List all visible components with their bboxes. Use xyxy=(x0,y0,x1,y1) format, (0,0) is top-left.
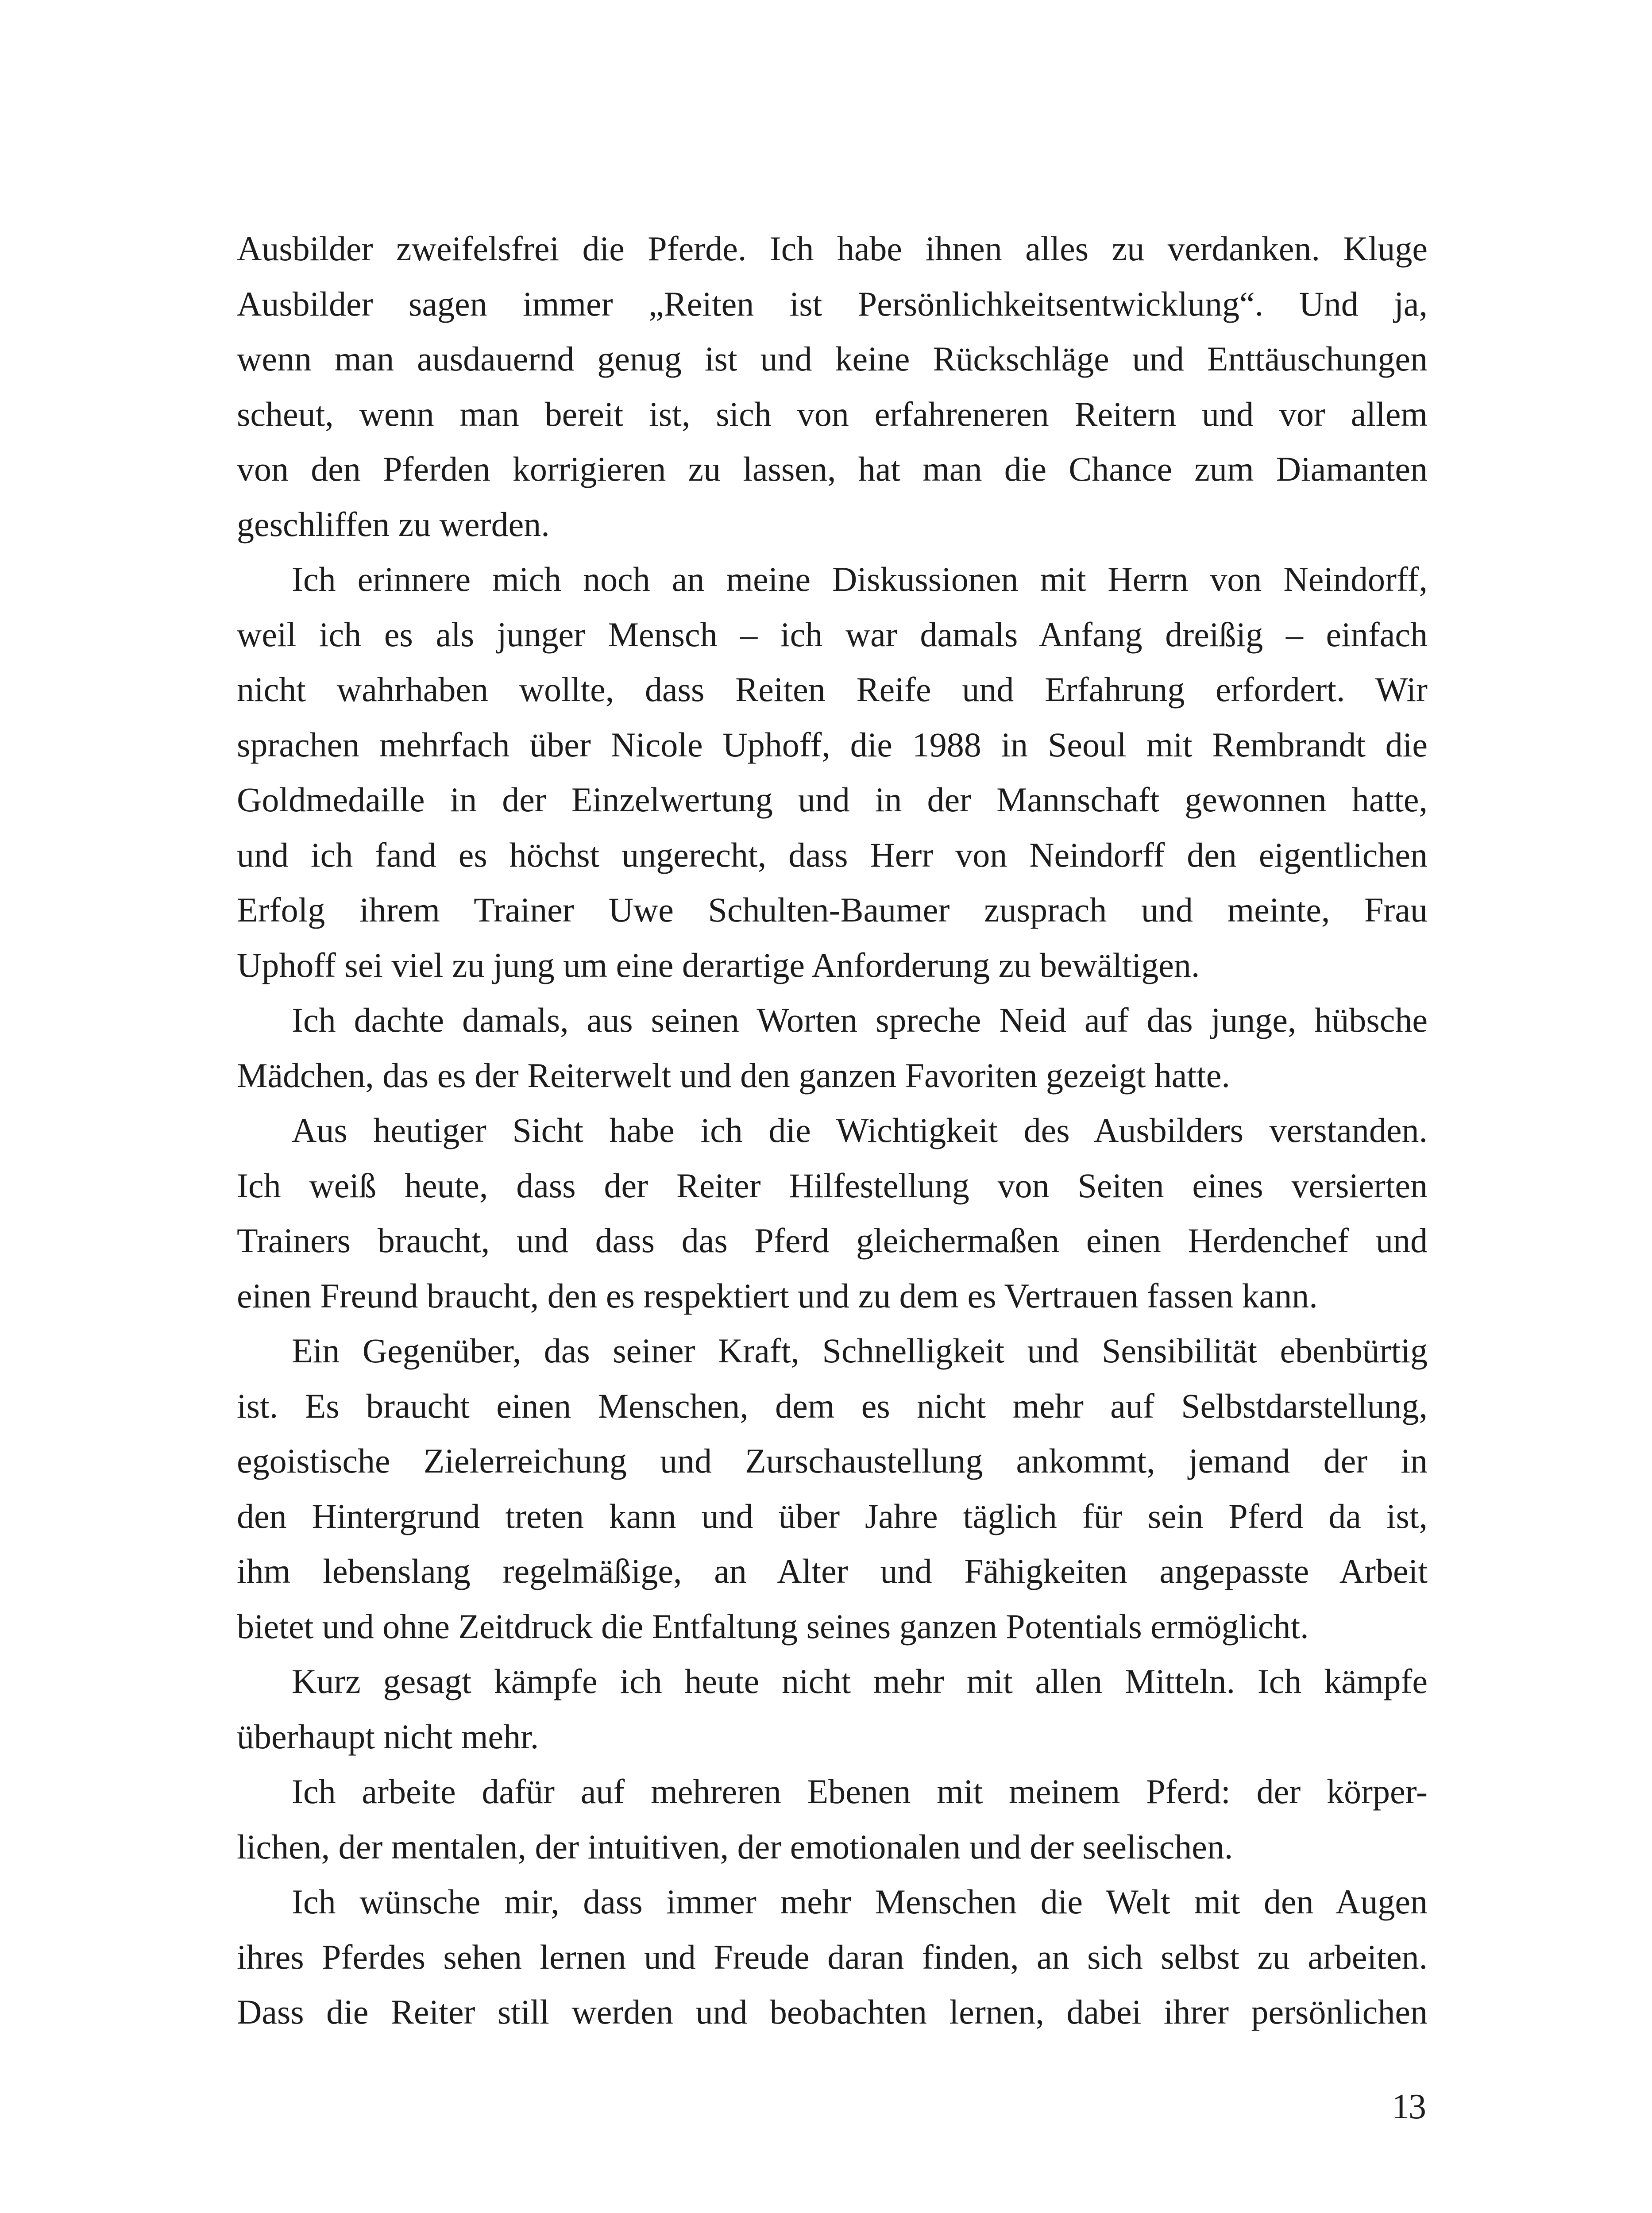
text-line: ist. Es braucht einen Menschen, dem es nicht mehr auf Selbstdarstellung, xyxy=(237,1386,1428,1425)
text-line: nicht wahrhaben wollte, dass Reiten Reife und Erfahrung erfordert. Wir xyxy=(237,670,1428,709)
paragraph-7 xyxy=(237,1764,1428,1874)
text-line: Ich weiß heute, dass der Reiter Hilfestellung von Seiten eines versierten xyxy=(237,1166,1428,1205)
text-line: Ich arbeite dafür auf mehreren Ebenen mit meinem Pferd: der körper- xyxy=(292,1772,1428,1811)
text-line: weil ich es als junger Mensch – ich war damals Anfang dreißig – einfach xyxy=(237,615,1428,654)
text-line: Ich erinnere mich noch an meine Diskussionen mit Herrn von Neindorff, xyxy=(292,560,1428,598)
text-line: Mädchen, das es der Reiterwelt und den ganzen Favoriten gezeigt hatte. xyxy=(237,1056,1230,1095)
text-line: sprachen mehrfach über Nicole Uphoff, die 1988 in Seoul mit Rembrandt die xyxy=(237,725,1428,764)
text-line: den Hintergrund treten kann und über Jahre täglich für sein Pferd da ist, xyxy=(237,1496,1428,1535)
text-line: Erfolg ihrem Trainer Uwe Schulten-Baumer zusprach und meinte, Frau xyxy=(237,891,1428,929)
text-line: einen Freund braucht, den es respektiert und zu dem es Vertrauen fassen kann. xyxy=(237,1276,1318,1315)
text-line: lichen, der mentalen, der intuitiven, der emotionalen und der seelischen. xyxy=(237,1827,1233,1866)
paragraph-3 xyxy=(237,993,1428,1103)
text-line: bietet und ohne Zeitdruck die Entfaltung seines ganzen Potentials ermöglicht. xyxy=(237,1607,1309,1646)
paragraph-8 xyxy=(237,1874,1428,2040)
text-line: Aus heutiger Sicht habe ich die Wichtigkeit des Ausbilders verstanden. xyxy=(292,1111,1428,1149)
text-line: ihm lebenslang regelmäßige, an Alter und Fähigkeiten angepasste Arbeit xyxy=(237,1552,1428,1590)
text-line: scheut, wenn man bereit ist, sich von erfahreneren Reitern und vor allem xyxy=(237,394,1428,433)
paragraph-5 xyxy=(237,1323,1428,1654)
text-line: Goldmedaille in der Einzelwertung und in der Mannschaft gewonnen hatte, xyxy=(237,780,1428,819)
text-line: von den Pferden korrigieren zu lassen, hat man die Chance zum Diamanten xyxy=(237,450,1428,488)
text-line: überhaupt nicht mehr. xyxy=(237,1717,539,1756)
text-line: Ausbilder zweifelsfrei die Pferde. Ich habe ihnen alles zu verdanken. Kluge xyxy=(237,229,1428,268)
text-line: ihres Pferdes sehen lernen und Freude daran finden, an sich selbst zu arbeiten. xyxy=(237,1937,1428,1976)
text-line: Ich wünsche mir, dass immer mehr Menschen die Welt mit den Augen xyxy=(292,1882,1428,1921)
text-line: wenn man ausdauernd genug ist und keine Rückschläge und Enttäuschungen xyxy=(237,339,1428,378)
text-line: und ich fand es höchst ungerecht, dass Herr von Neindorff den eigentlichen xyxy=(237,835,1428,874)
text-line: Ein Gegenüber, das seiner Kraft, Schnelligkeit und Sensibilität ebenbürtig xyxy=(292,1331,1428,1370)
text-line: Uphoff sei viel zu jung um eine derartige Anforderung zu bewältigen. xyxy=(237,945,1200,984)
text-line: Kurz gesagt kämpfe ich heute nicht mehr mit allen Mitteln. Ich kämpfe xyxy=(292,1662,1428,1700)
body-text xyxy=(237,221,1428,2040)
paragraph-4 xyxy=(237,1103,1428,1323)
text-line: Trainers braucht, und dass das Pferd gleichermaßen einen Herdenchef und xyxy=(237,1221,1428,1260)
text-line: Dass die Reiter still werden und beobachten lernen, dabei ihrer persönlichen xyxy=(237,1993,1428,2031)
text-line: Ausbilder sagen immer „Reiten ist Persönlichkeitsentwicklung“. Und ja, xyxy=(237,284,1428,323)
paragraph-6 xyxy=(237,1654,1428,1764)
paragraph-1 xyxy=(237,221,1428,552)
paragraph-2 xyxy=(237,552,1428,993)
text-line: egoistische Zielerreichung und Zurschaustellung ankommt, jemand der in xyxy=(237,1442,1428,1480)
text-line: Ich dachte damals, aus seinen Worten spreche Neid auf das junge, hübsche xyxy=(292,1001,1428,1039)
page-number: 13 xyxy=(1392,2087,1425,2126)
text-line: geschliffen zu werden. xyxy=(237,505,550,544)
